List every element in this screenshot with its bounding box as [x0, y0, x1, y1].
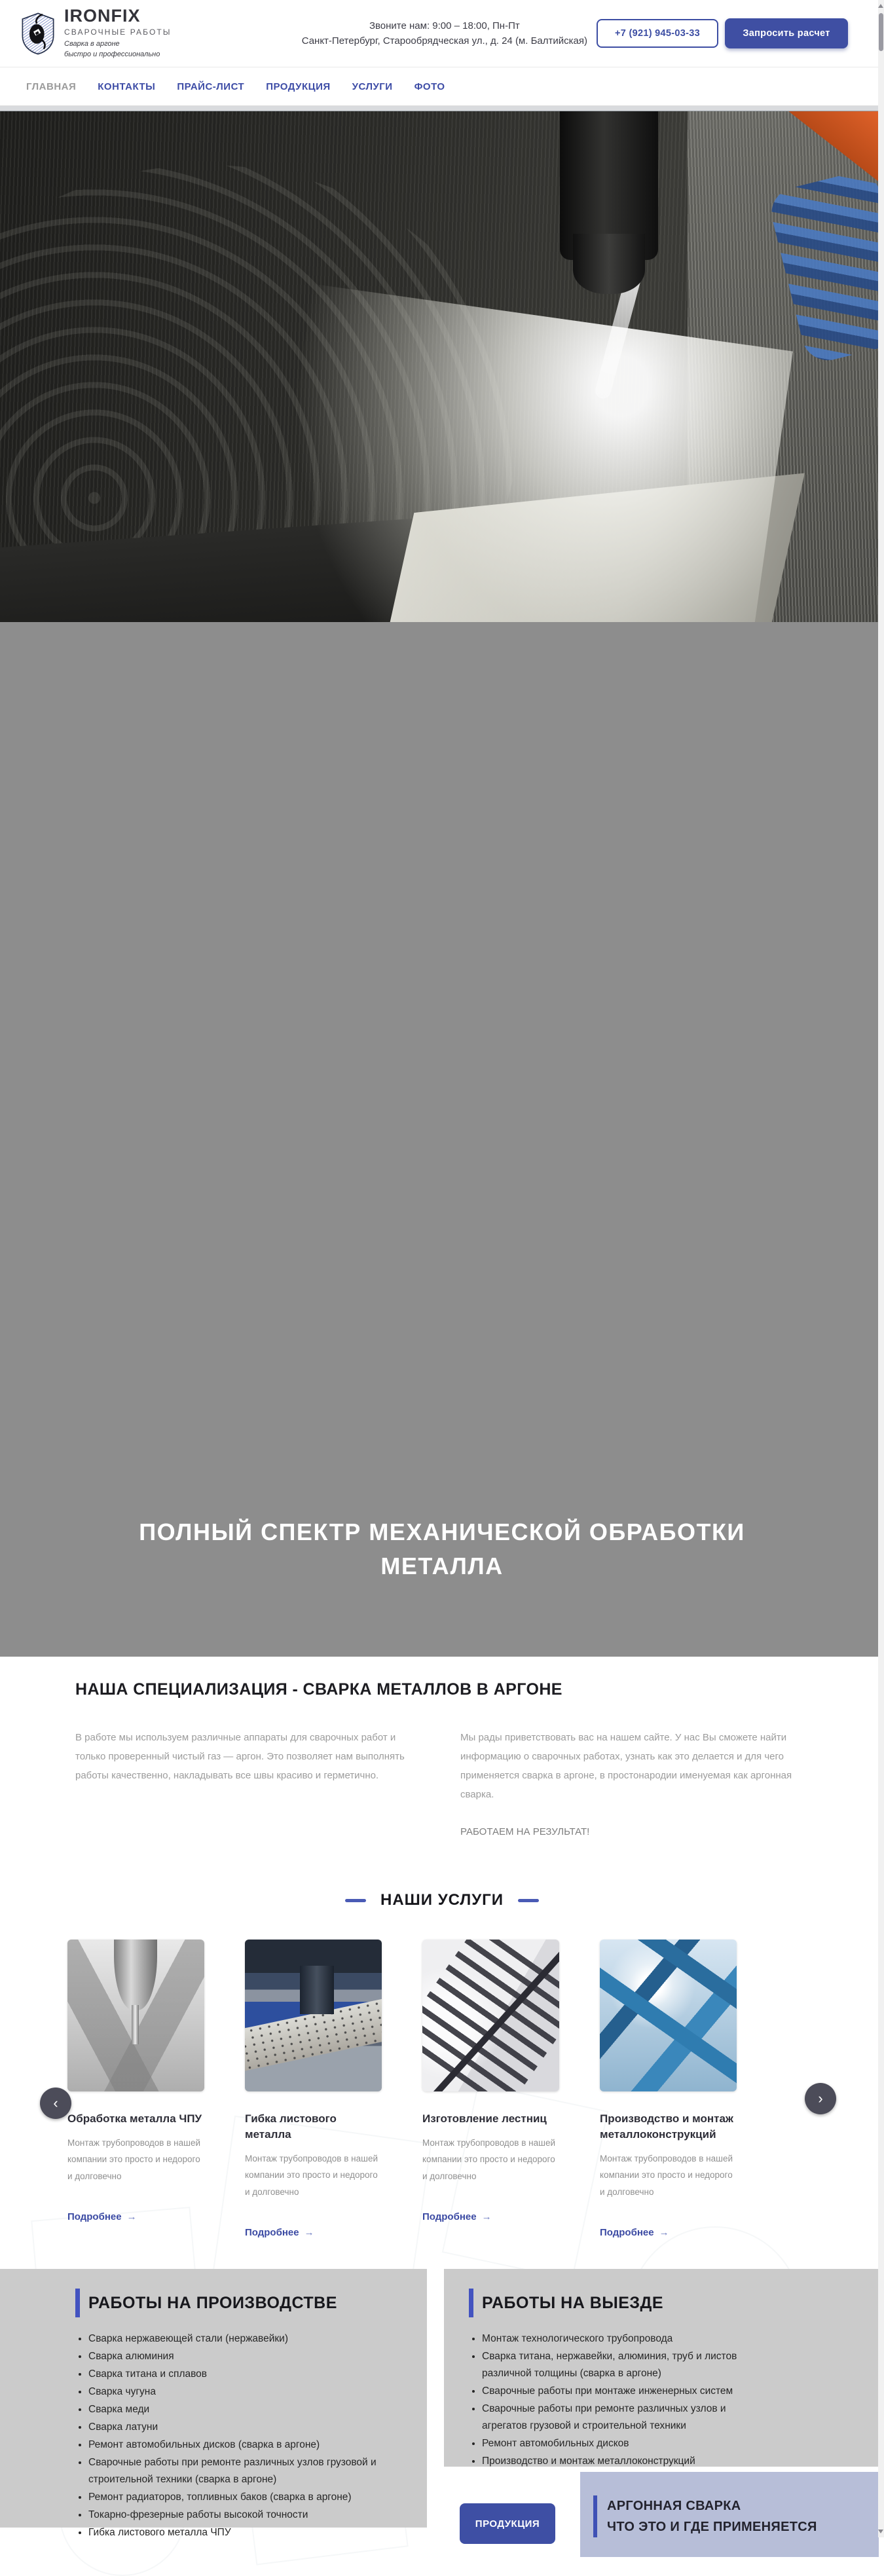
more-link[interactable]: Подробнее → — [67, 2211, 137, 2222]
site-header — [0, 0, 884, 67]
service-card-cnc: Обработка металла ЧПУ Монтаж трубопроводов в нашей компании это просто и недорого и долговечно Подробнее → — [67, 1940, 204, 2239]
services-heading: НАШИ УСЛУГИ — [0, 1873, 884, 1909]
heading-bar-icon — [593, 2495, 597, 2537]
list-item: • Монтаж технологического трубопровода — [482, 2330, 773, 2347]
service-image-cnc-milling — [67, 1940, 204, 2091]
logo-text — [64, 7, 172, 60]
list-item: • Сварка алюминия — [88, 2348, 390, 2365]
list-item: • Сварка титана, нержавейки, алюминия, труб и листов различной толщины (сварка в аргоне) — [482, 2348, 773, 2382]
service-card-structures: Производство и монтаж металлоконструкций Монтаж трубопроводов в нашей компании это просто и недорого и долговечно Подробнее → — [600, 1940, 737, 2239]
list-item: • Сварка латуни — [88, 2419, 390, 2436]
list-item: • Сварка меди — [88, 2401, 390, 2418]
header-contacts — [302, 18, 587, 49]
specialization-heading: НАША СПЕЦИАЛИЗАЦИЯ - СВАРКА МЕТАЛЛОВ В АРГОНЕ — [75, 1680, 562, 1699]
list-item: • Ремонт автомобильных дисков (сварка в аргоне) — [88, 2437, 390, 2454]
heading-dash-icon — [518, 1899, 539, 1902]
scrollbar-thumb[interactable] — [879, 13, 883, 51]
more-link[interactable]: Подробнее → — [600, 2226, 669, 2238]
argon-welding-banner[interactable] — [580, 2472, 879, 2557]
service-card-bending: Гибка листового металла Монтаж трубопроводов в нашей компании это просто и недорого и долговечно Подробнее → — [245, 1940, 382, 2239]
nav-item-services[interactable]: УСЛУГИ — [352, 81, 393, 92]
arrow-right-icon: → — [304, 2226, 314, 2238]
welder-shield-logo-icon — [20, 12, 56, 55]
scrollbar-track[interactable] — [878, 0, 884, 2537]
nav-item-contacts[interactable]: КОНТАКТЫ — [98, 81, 156, 92]
work-hours: Звоните нам: 9:00 – 18:00, Пн-Пт — [369, 20, 520, 31]
phone-button[interactable]: +7 (921) 945-03-33 — [597, 19, 718, 48]
chevron-left-icon: ‹ — [53, 2095, 58, 2111]
specialization-paragraph-left: В работе мы используем различные аппараты для сварочных работ и только проверенный чистый газ — аргон. Это позволяет нам выполнять работы качественно, накладывать все швы красиво и герметично. — [75, 1732, 405, 1781]
nav-item-products[interactable]: ПРОДУКЦИЯ — [266, 81, 331, 92]
hero-section — [0, 106, 884, 1657]
heading-dash-icon — [345, 1899, 366, 1902]
request-quote-button[interactable]: Запросить расчет — [725, 18, 848, 48]
specialization-section — [0, 1657, 884, 1841]
list-item: • Сварка титана и сплавов — [88, 2366, 390, 2383]
products-button[interactable]: ПРОДУКЦИЯ — [460, 2503, 555, 2544]
onsite-works-panel — [444, 2269, 884, 2467]
nav-item-home[interactable]: ГЛАВНАЯ — [26, 81, 77, 92]
heading-bar-icon — [75, 2289, 80, 2317]
chevron-right-icon: › — [818, 2090, 823, 2107]
arrow-right-icon: → — [659, 2226, 669, 2238]
production-works-panel — [0, 2269, 427, 2538]
list-item: • Токарно-фрезерные работы высокой точности — [88, 2507, 390, 2524]
list-item: • Сварочные работы при ремонте различных узлов и агрегатов грузовой и строительной техники — [482, 2401, 773, 2435]
works-section — [0, 2269, 884, 2537]
list-item: • Сварочные работы при монтаже инженерных систем — [482, 2383, 773, 2400]
service-card-stairs: Изготовление лестниц Монтаж трубопроводов в нашей компании это просто и недорого и долговечно Подробнее → — [422, 1940, 559, 2239]
service-image-steel-structures — [600, 1940, 737, 2091]
carousel-prev-button[interactable] — [40, 2088, 71, 2119]
services-carousel — [0, 1940, 884, 2239]
production-works-heading: РАБОТЫ НА ПРОИЗВОДСТВЕ — [75, 2289, 401, 2317]
main-navigation — [0, 67, 884, 106]
list-item: • Сварочные работы при ремонте различных узлов грузовой и строительной техники (сварка в аргоне) — [88, 2454, 390, 2488]
specialization-column-right — [460, 1728, 809, 1841]
brand-name: IRONFIX — [64, 5, 141, 26]
service-image-sheet-bending — [245, 1940, 382, 2091]
list-item: • Гибка листового металла ЧПУ — [88, 2524, 390, 2541]
arrow-right-icon: → — [126, 2211, 137, 2222]
onsite-works-list — [469, 2330, 773, 2470]
production-works-list — [75, 2330, 390, 2541]
nav-item-pricelist[interactable]: ПРАЙС-ЛИСТ — [177, 81, 245, 92]
nav-item-photo[interactable]: ФОТО — [414, 81, 445, 92]
carousel-next-button[interactable] — [805, 2083, 836, 2114]
onsite-works-heading: РАБОТЫ НА ВЫЕЗДЕ — [469, 2289, 864, 2317]
list-item: • Ремонт автомобильных дисков — [482, 2435, 773, 2452]
scroll-up-icon[interactable] — [878, 4, 883, 8]
heading-bar-icon — [469, 2289, 473, 2317]
arrow-right-icon: → — [481, 2211, 492, 2222]
list-item: • Производство и монтаж металлоконструкций — [482, 2453, 773, 2470]
list-item: • Сварка чугуна — [88, 2383, 390, 2401]
logo[interactable] — [20, 7, 172, 60]
list-item: • Ремонт радиаторов, топливных баков (сварка в аргоне) — [88, 2489, 390, 2506]
brand-tagline: Сварка в аргоне быстро и профессионально — [64, 39, 160, 58]
specialization-paragraph-right: Мы рады приветствовать вас на нашем сайте. У нас Вы сможете найти информацию о сварочных работах, узнать как это делается и для чего применяется сварка в аргоне, в простонародии именуемая как аргонная сварка. — [460, 1732, 792, 1800]
services-section — [0, 1873, 884, 2239]
hero-video-frame[interactable] — [0, 106, 884, 622]
scroll-down-icon[interactable] — [878, 2530, 883, 2533]
hero-headline: ПОЛНЫЙ СПЕКТР МЕХАНИЧЕСКОЙ ОБРАБОТКИ МЕТАЛЛА — [139, 1518, 745, 1580]
brand-subtitle: СВАРОЧНЫЕ РАБОТЫ — [64, 27, 172, 37]
argon-banner-text: АРГОННАЯ СВАРКА ЧТО ЭТО И ГДЕ ПРИМЕНЯЕТСЯ — [607, 2499, 817, 2534]
more-link[interactable]: Подробнее → — [245, 2226, 314, 2238]
specialization-note: РАБОТАЕМ НА РЕЗУЛЬТАТ! — [460, 1826, 590, 1837]
more-link[interactable]: Подробнее → — [422, 2211, 492, 2222]
service-image-staircase — [422, 1940, 559, 2091]
company-address: Санкт-Петербург, Старообрядческая ул., д. 24 (м. Балтийская) — [301, 35, 587, 46]
list-item: • Сварка нержавеющей стали (нержавейки) — [88, 2330, 390, 2347]
